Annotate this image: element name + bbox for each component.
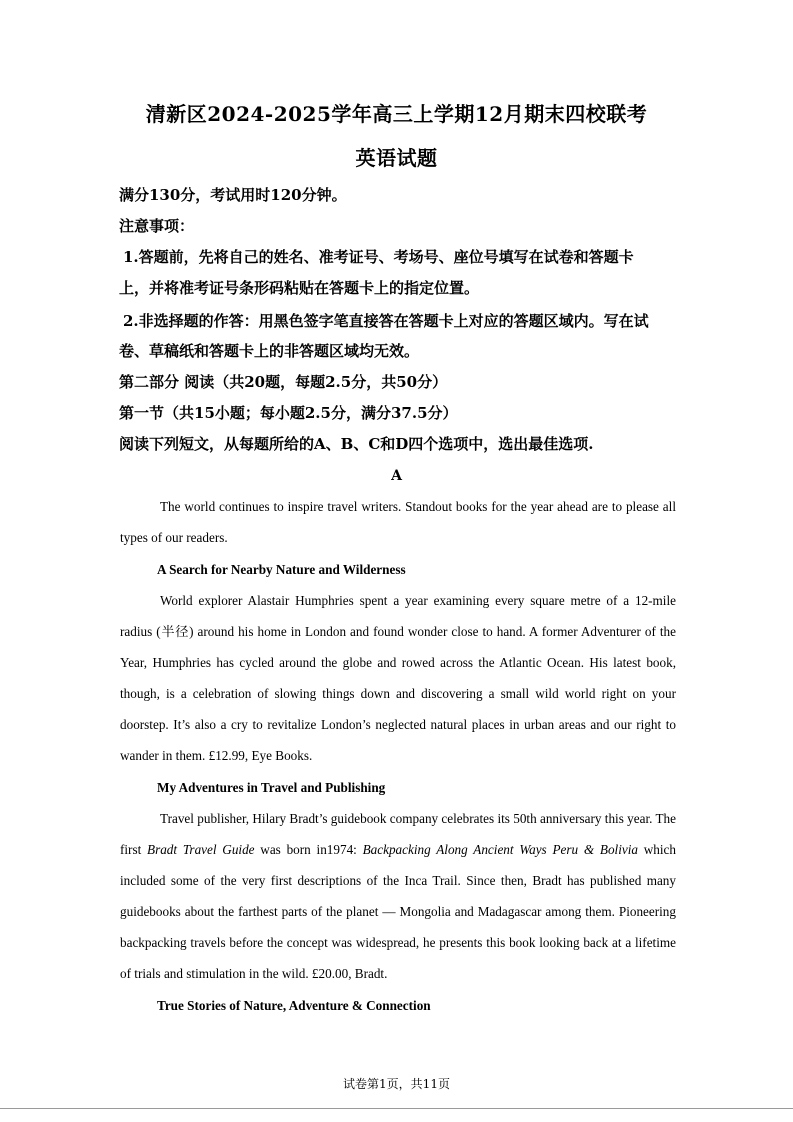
notice-1-line-1: 1.答题前，先将自己的姓名、准考证号、考场号、座位号填写在试卷和答题卡 (123, 248, 634, 266)
notice-2-line-2: 卷、草稿纸和答题卡上的非答题区域均无效。 (119, 342, 420, 360)
book-2-text (120, 803, 676, 989)
bradt-guide-title: Bradt Travel Guide (147, 842, 255, 857)
book-1-heading: A Search for Nearby Nature and Wilderness (157, 562, 406, 577)
notice-2-line-1: 2.非选择题的作答：用黑色签字笔直接答在答题卡上对应的答题区域内。写在试 (123, 312, 649, 330)
notice-1-line-2: 上，并将准考证号条形码粘贴在答题卡上的指定位置。 (119, 279, 480, 297)
bottom-divider (0, 1108, 793, 1109)
part-heading: 第二部分 阅读（共20题，每题2.5分，共50分） (119, 373, 448, 391)
page-footer: 试卷第1页，共11页 (343, 1077, 450, 1091)
book-2-text-mid: was born in1974: (254, 842, 363, 857)
passage-label: A (391, 468, 402, 484)
book-2-text-start: Travel publisher, Hilary Bradt’s guidebook company celebrates its 50th anniversary this year. The first (120, 811, 676, 857)
book-1-text: World explorer Alastair Humphries spent a year examining every square metre of a 12-mile radius (半径) around his home in London and found wonder close to hand. A former Adventurer of the Year, Humphries has cycled around the globe and rowed across the Atlantic Ocean. His latest book, though, is a celebration of slowing things down and discovering a small wild world right on your doorstep. It’s also a cry to revitalize London’s neglected natural places in urban areas and our right to wander in them. £12.99, Eye Books. (120, 593, 676, 763)
passage-intro: The world continues to inspire travel writers. Standout books for the year ahead are to please all types of our readers. (120, 499, 676, 545)
book-3-heading: True Stories of Nature, Adventure & Connection (157, 998, 431, 1013)
exam-title: 清新区2024-2025学年高三上学期12月期末四校联考 (145, 102, 648, 126)
score-line: 满分130分，考试用时120分钟。 (119, 186, 347, 204)
section-heading: 第一节（共15小题；每小题2.5分，满分37.5分） (119, 404, 458, 422)
directions: 阅读下列短文，从每题所给的A、B、C和D四个选项中，选出最佳选项. (119, 435, 594, 453)
book-2-heading: My Adventures in Travel and Publishing (157, 780, 386, 795)
book-2-text-end: which included some of the very first descriptions of the Inca Trail. Since then, Bradt has published many guidebooks about the farthest parts of the planet — Mongolia and Madagascar among them. Pioneering backpacking travels before the concept was widespread, he presents this book looking back at a lifetime of trials and stimulation in the wild. £20.00, Bradt. (120, 842, 676, 981)
notice-title: 注意事项： (119, 217, 195, 235)
backpacking-book-title: Backpacking Along Ancient Ways Peru & Bolivia (362, 842, 638, 857)
exam-subtitle: 英语试题 (355, 146, 438, 170)
